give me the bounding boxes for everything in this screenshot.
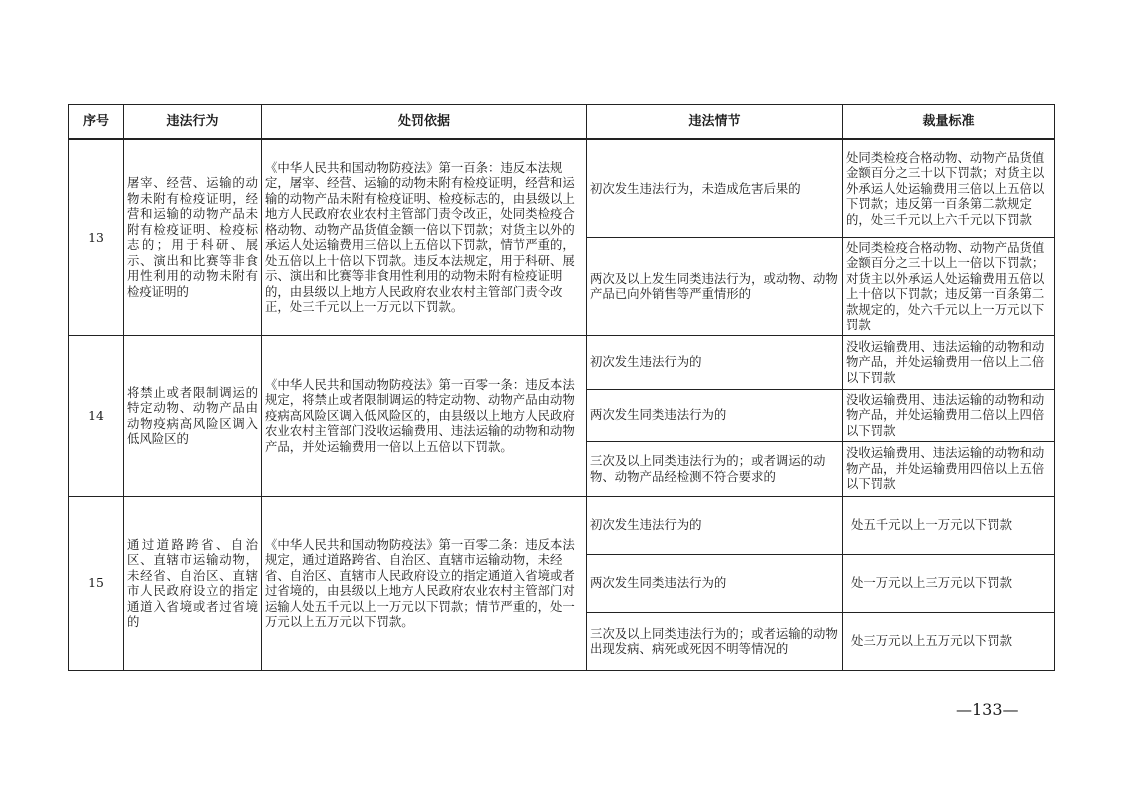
- row-basis: 《中华人民共和国动物防疫法》第一百零一条：违反本法规定，将禁止或者限制调运的特定动物、动物产品由动物疫病高风险区调入低风险区的，由县级以上地方人民政府农业农村主管部门没收运输费用、违法运输的动物和动物产品，并处运输费用一倍以上五倍以下罚款。: [262, 335, 587, 496]
- row-basis: 《中华人民共和国动物防疫法》第一百条：违反本法规定，屠宰、经营、运输的动物未附有检疫证明，经营和运输的动物产品未附有检疫证明、检疫标志的，由县级以上地方人民政府农业农村主管部门责令改正，处同类检疫合格动物、动物产品货值金额一倍以下罚款；对货主以外的承运人处运输费用三倍以上五倍以下罚款，情节严重的，处五倍以上十倍以下罚款。违反本法规定，用于科研、展示、演出和比赛等非食用性利用的动物未附有检疫证明的，由县级以上地方人民政府农业农村主管部门责令改正，处三千元以上一万元以下罚款。: [262, 139, 587, 335]
- row-standard: 没收运输费用、违法运输的动物和动物产品，并处运输费用二倍以上四倍以下罚款: [843, 389, 1055, 441]
- table-row: [69, 139, 1055, 237]
- row-situation: 初次发生违法行为，未造成危害后果的: [587, 139, 843, 237]
- header-basis: 处罚依据: [262, 105, 587, 140]
- row-situation: 两次及以上发生同类违法行为，或动物、动物产品已向外销售等严重情形的: [587, 237, 843, 335]
- row-standard: 处一万元以上三万元以下罚款: [843, 554, 1055, 612]
- row-situation: 初次发生违法行为的: [587, 496, 843, 554]
- row-standard: 没收运输费用、违法运输的动物和动物产品，并处运输费用一倍以上二倍以下罚款: [843, 335, 1055, 389]
- row-situation: 两次发生同类违法行为的: [587, 554, 843, 612]
- row-act: 将禁止或者限制调运的特定动物、动物产品由动物疫病高风险区调入低风险区的: [124, 335, 262, 496]
- row-situation: 三次及以上同类违法行为的；或者运输的动物出现发病、病死或死因不明等情况的: [587, 612, 843, 670]
- row-standard: 处同类检疫合格动物、动物产品货值金额百分之三十以下罚款；对货主以外承运人处运输费用三倍以上五倍以下罚款；违反第一百条第二款规定的，处三千元以上六千元以下罚款: [843, 139, 1055, 237]
- row-seq: 14: [69, 335, 124, 496]
- table-row: [69, 496, 1055, 554]
- penalty-table: [68, 104, 1055, 671]
- table-row: [69, 335, 1055, 389]
- row-seq: 13: [69, 139, 124, 335]
- row-act: 通过道路跨省、自治区、直辖市运输动物，未经省、自治区、直辖市人民政府设立的指定通道入省境或者过省境的: [124, 496, 262, 670]
- row-seq: 15: [69, 496, 124, 670]
- row-standard: 处五千元以上一万元以下罚款: [843, 496, 1055, 554]
- row-situation: 两次发生同类违法行为的: [587, 389, 843, 441]
- row-situation: 三次及以上同类违法行为的；或者调运的动物、动物产品经检测不符合要求的: [587, 441, 843, 496]
- page-number: —133—: [956, 700, 1019, 719]
- row-situation: 初次发生违法行为的: [587, 335, 843, 389]
- row-standard: 没收运输费用、违法运输的动物和动物产品，并处运输费用四倍以上五倍以下罚款: [843, 441, 1055, 496]
- table-header-row: [69, 105, 1055, 140]
- header-act: 违法行为: [124, 105, 262, 140]
- header-seq: 序号: [69, 105, 124, 140]
- row-standard: 处同类检疫合格动物、动物产品货值金额百分之三十以上一倍以下罚款；对货主以外承运人处运输费用五倍以上十倍以下罚款；违反第一百条第二款规定的，处六千元以上一万元以下罚款: [843, 237, 1055, 335]
- row-act: 屠宰、经营、运输的动物未附有检疫证明，经营和运输的动物产品未附有检疫证明、检疫标志的；用于科研、展示、演出和比赛等非食用性利用的动物未附有检疫证明的: [124, 139, 262, 335]
- header-standard: 裁量标准: [843, 105, 1055, 140]
- row-basis: 《中华人民共和国动物防疫法》第一百零二条：违反本法规定，通过道路跨省、自治区、直辖市运输动物，未经省、自治区、直辖市人民政府设立的指定通道入省境或者过省境的，由县级以上地方人民政府农业农村主管部门对运输人处五千元以上一万元以下罚款；情节严重的，处一万元以上五万元以下罚款。: [262, 496, 587, 670]
- row-standard: 处三万元以上五万元以下罚款: [843, 612, 1055, 670]
- header-situation: 违法情节: [587, 105, 843, 140]
